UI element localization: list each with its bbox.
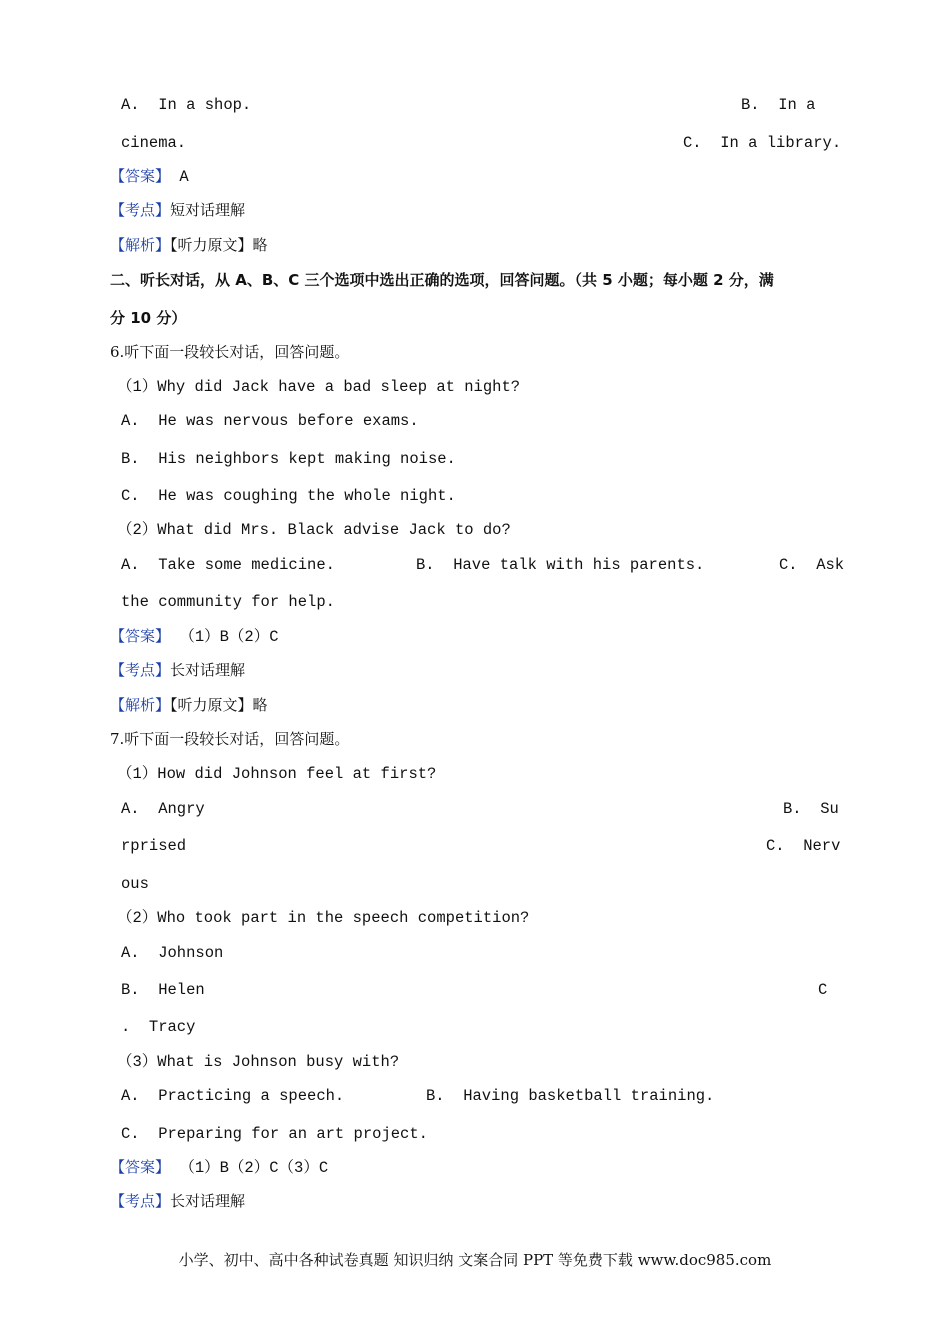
q6-answer-line (110, 626, 279, 647)
q5-analysis: 【听力原文】略 (170, 236, 268, 254)
q6-sub2-option-a: A. Take some medicine. (121, 556, 335, 574)
q6-sub1-question: （1）Why did Jack have a bad sleep at night? (117, 378, 521, 396)
point-tag: 【考点】 (110, 661, 171, 679)
q5-option-b-continued: cinema. (121, 134, 187, 152)
section2-title-line2: 分 10 分） (110, 309, 187, 327)
q5-point-line (110, 200, 245, 220)
q7-sub1-option-c-continued: ous (121, 875, 149, 893)
q6-analysis: 【听力原文】略 (170, 696, 268, 714)
q7-answer: （1）B（2）C（3）C (170, 1159, 329, 1177)
q6-sub1-option-a: A. He was nervous before exams. (121, 412, 419, 430)
q7-point-line (110, 1191, 245, 1211)
q7-intro: 7.听下面一段较长对话，回答问题。 (110, 730, 350, 748)
q7-answer-line (110, 1157, 328, 1178)
q7-sub3-option-b: B. Having basketball training. (426, 1087, 715, 1105)
page-footer: 小学、初中、高中各种试卷真题 知识归纳 文案合同 PPT 等免费下载 www.doc985.com (178, 1251, 772, 1269)
q5-analysis-line (110, 235, 268, 255)
point-tag: 【考点】 (110, 1192, 171, 1210)
answer-tag: 【答案】 (110, 1158, 171, 1176)
q6-sub1-option-c: C. He was coughing the whole night. (121, 487, 456, 505)
q5-answer: A (170, 168, 189, 186)
q5-option-a: A. In a shop. (121, 96, 252, 114)
q6-sub2-option-c-continued: the community for help. (121, 593, 335, 611)
q6-answer: （1）B（2）C (170, 628, 279, 646)
q5-option-b: B. In a (741, 96, 816, 114)
q6-sub1-option-b: B. His neighbors kept making noise. (121, 450, 456, 468)
q7-sub2-question: （2）Who took part in the speech competition? (117, 909, 530, 927)
q7-sub1-question: （1）How did Johnson feel at first? (117, 765, 437, 783)
q5-option-c: C. In a library. (683, 134, 842, 152)
q7-sub1-option-c: C. Nerv (766, 837, 841, 855)
q6-sub2-question: （2）What did Mrs. Black advise Jack to do? (117, 521, 511, 539)
q6-point: 长对话理解 (170, 661, 246, 679)
q7-sub3-option-a: A. Practicing a speech. (121, 1087, 345, 1105)
q7-point: 长对话理解 (170, 1192, 246, 1210)
q6-analysis-line (110, 695, 268, 715)
analysis-tag: 【解析】 (110, 696, 171, 714)
q7-sub2-option-b: B. Helen (121, 981, 205, 999)
q7-sub3-question: （3）What is Johnson busy with? (117, 1053, 400, 1071)
answer-tag: 【答案】 (110, 627, 171, 645)
point-tag: 【考点】 (110, 201, 171, 219)
q7-sub2-option-a: A. Johnson (121, 944, 224, 962)
answer-tag: 【答案】 (110, 167, 171, 185)
analysis-tag: 【解析】 (110, 236, 171, 254)
q7-sub2-option-c-continued: . Tracy (121, 1018, 196, 1036)
q6-intro: 6.听下面一段较长对话，回答问题。 (110, 343, 350, 361)
section2-title-line1: 二、听长对话，从 A、B、C 三个选项中选出正确的选项，回答问题。（共 5 小题；每小题 2 分，满 (110, 271, 774, 289)
q7-sub1-option-b: B. Su (783, 800, 839, 818)
q7-sub2-option-c: C (818, 981, 828, 999)
q6-point-line (110, 660, 245, 680)
q6-sub2-option-b: B. Have talk with his parents. (416, 556, 705, 574)
q7-sub1-option-b-continued: rprised (121, 837, 187, 855)
q5-point: 短对话理解 (170, 201, 246, 219)
q7-sub1-option-a: A. Angry (121, 800, 205, 818)
q5-answer-line (110, 166, 189, 187)
q6-sub2-option-c: C. Ask (779, 556, 845, 574)
q7-sub3-option-c: C. Preparing for an art project. (121, 1125, 428, 1143)
